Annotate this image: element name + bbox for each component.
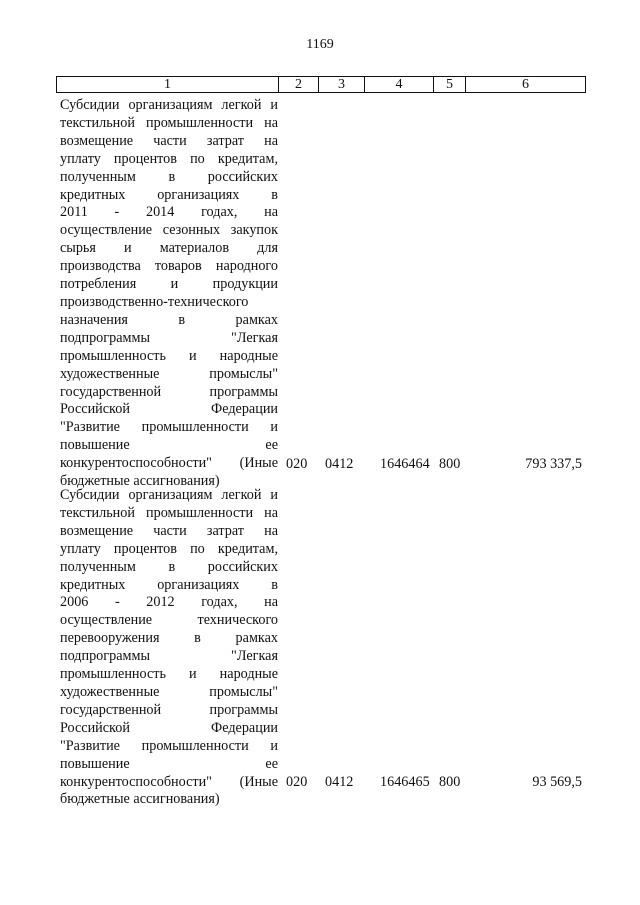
- description-line: государственной программы: [60, 701, 278, 718]
- header-col-2: 2: [279, 77, 319, 92]
- description-line: промышленность и народные: [60, 347, 278, 364]
- amount-value: 93 569,5: [532, 774, 582, 790]
- description-line: художественные промыслы": [60, 683, 278, 700]
- description-line: государственной программы: [60, 383, 278, 400]
- description-line: кредитных организациях в: [60, 576, 278, 593]
- table-header: [56, 76, 586, 93]
- description-line: конкурентоспособности" (Иные: [60, 455, 278, 472]
- description-line: бюджетные ассигнования): [60, 791, 220, 808]
- page-number: 1169: [306, 37, 334, 52]
- header-col-6: 6: [522, 77, 529, 92]
- description-line: промышленность и народные: [60, 666, 278, 683]
- row-description: [60, 97, 278, 491]
- section-code: 0412: [325, 456, 354, 472]
- description-line: повышение ее: [60, 437, 278, 454]
- description-line: Российской Федерации: [60, 401, 278, 418]
- description-line: уплату процентов по кредитам,: [60, 540, 278, 557]
- description-line: конкурентоспособности" (Иные: [60, 773, 278, 790]
- description-line: текстильной промышленности на: [60, 114, 278, 131]
- description-line: уплату процентов по кредитам,: [60, 150, 278, 167]
- description-line: текстильной промышленности на: [60, 504, 278, 521]
- description-line: полученным в российских: [60, 558, 278, 575]
- description-line: Российской Федерации: [60, 719, 278, 736]
- expense-type-code: 800: [439, 774, 461, 790]
- description-line: бюджетные ассигнования): [60, 473, 220, 490]
- description-line: сырья и материалов для: [60, 240, 278, 257]
- header-col-1: 1: [57, 77, 279, 92]
- header-col-5: 5: [434, 77, 466, 92]
- description-line: потребления и продукции: [60, 276, 278, 293]
- description-line: подпрограммы "Легкая: [60, 648, 278, 665]
- description-line: 2006 - 2012 годах, на: [60, 594, 278, 611]
- description-line: художественные промыслы": [60, 365, 278, 382]
- header-col-4: 4: [365, 77, 434, 92]
- row-description: [60, 487, 278, 809]
- header-col-3: 3: [319, 77, 365, 92]
- description-line: осуществление технического: [60, 612, 278, 629]
- description-line: назначения в рамках: [60, 311, 278, 328]
- description-line: Субсидии организациям легкой и: [60, 487, 278, 503]
- target-article-code: 1646465: [380, 774, 430, 790]
- description-line: "Развитие промышленности и: [60, 419, 278, 436]
- description-line: производства товаров народного: [60, 258, 278, 275]
- description-line: Субсидии организациям легкой и: [60, 97, 278, 113]
- description-line: производственно-технического: [60, 293, 249, 310]
- description-line: перевооружения в рамках: [60, 630, 278, 647]
- description-line: повышение ее: [60, 755, 278, 772]
- expense-type-code: 800: [439, 456, 461, 472]
- ved-code: 020: [286, 456, 308, 472]
- target-article-code: 1646464: [380, 456, 430, 472]
- description-line: кредитных организациях в: [60, 186, 278, 203]
- section-code: 0412: [325, 774, 354, 790]
- description-line: 2011 - 2014 годах, на: [60, 204, 278, 221]
- description-line: осуществление сезонных закупок: [60, 222, 278, 239]
- description-line: полученным в российских: [60, 168, 278, 185]
- ved-code: 020: [286, 774, 308, 790]
- description-line: "Развитие промышленности и: [60, 737, 278, 754]
- amount-value: 793 337,5: [525, 456, 582, 472]
- description-line: подпрограммы "Легкая: [60, 329, 278, 346]
- description-line: возмещение части затрат на: [60, 132, 278, 149]
- description-line: возмещение части затрат на: [60, 522, 278, 539]
